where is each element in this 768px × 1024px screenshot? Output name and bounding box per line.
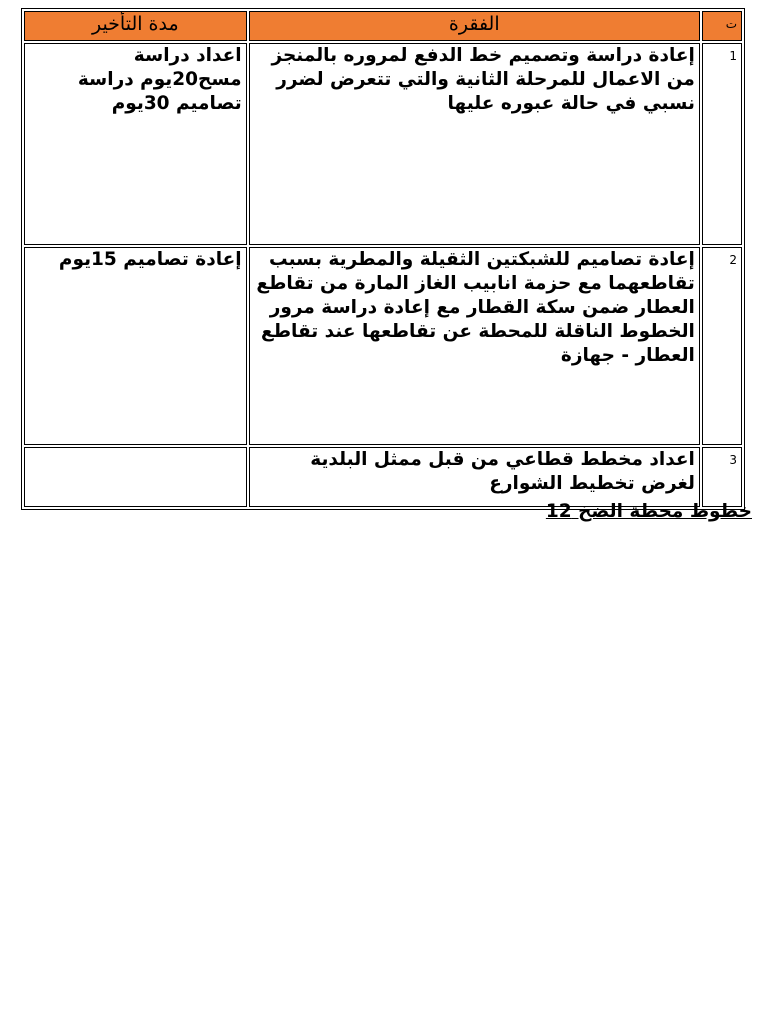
row-delay-text: إعادة تصاميم 15يوم xyxy=(24,247,247,445)
row-item-text: اعداد مخطط قطاعي من قبل ممثل البلدية لغرض تخطيط الشوارع xyxy=(249,447,700,507)
row-delay-text: اعداد دراسة مسح20يوم دراسة تصاميم 30يوم xyxy=(24,43,247,245)
row-number: 2 xyxy=(702,247,742,445)
document-table xyxy=(21,8,745,510)
header-number: ت xyxy=(702,11,742,41)
row-item-text: إعادة تصاميم للشبكتين الثقيلة والمطرية بسبب تقاطعهما مع حزمة انابيب الغاز المارة من تقاطع العطار ضمن سكة القطار مع إعادة دراسة مرور الخطوط الناقلة للمحطة عن تقاطعها عند تقاطع العطار - جهازة xyxy=(249,247,700,445)
row-number: 3 xyxy=(702,447,742,507)
row-number: 1 xyxy=(702,43,742,245)
table-row xyxy=(24,447,742,507)
table-row xyxy=(24,247,742,445)
row-delay-text xyxy=(24,447,247,507)
header-delay: مدة التأخير xyxy=(24,11,247,41)
trailing-underlined-text: خطوط محطة الضخ 12 xyxy=(545,501,752,522)
table-row xyxy=(24,43,742,245)
header-item: الفقرة xyxy=(249,11,700,41)
table-header-row xyxy=(24,11,742,41)
row-item-text: إعادة دراسة وتصميم خط الدفع لمروره بالمنجز من الاعمال للمرحلة الثانية والتي تتعرض لضرر نسبي في حالة عبوره عليها xyxy=(249,43,700,245)
